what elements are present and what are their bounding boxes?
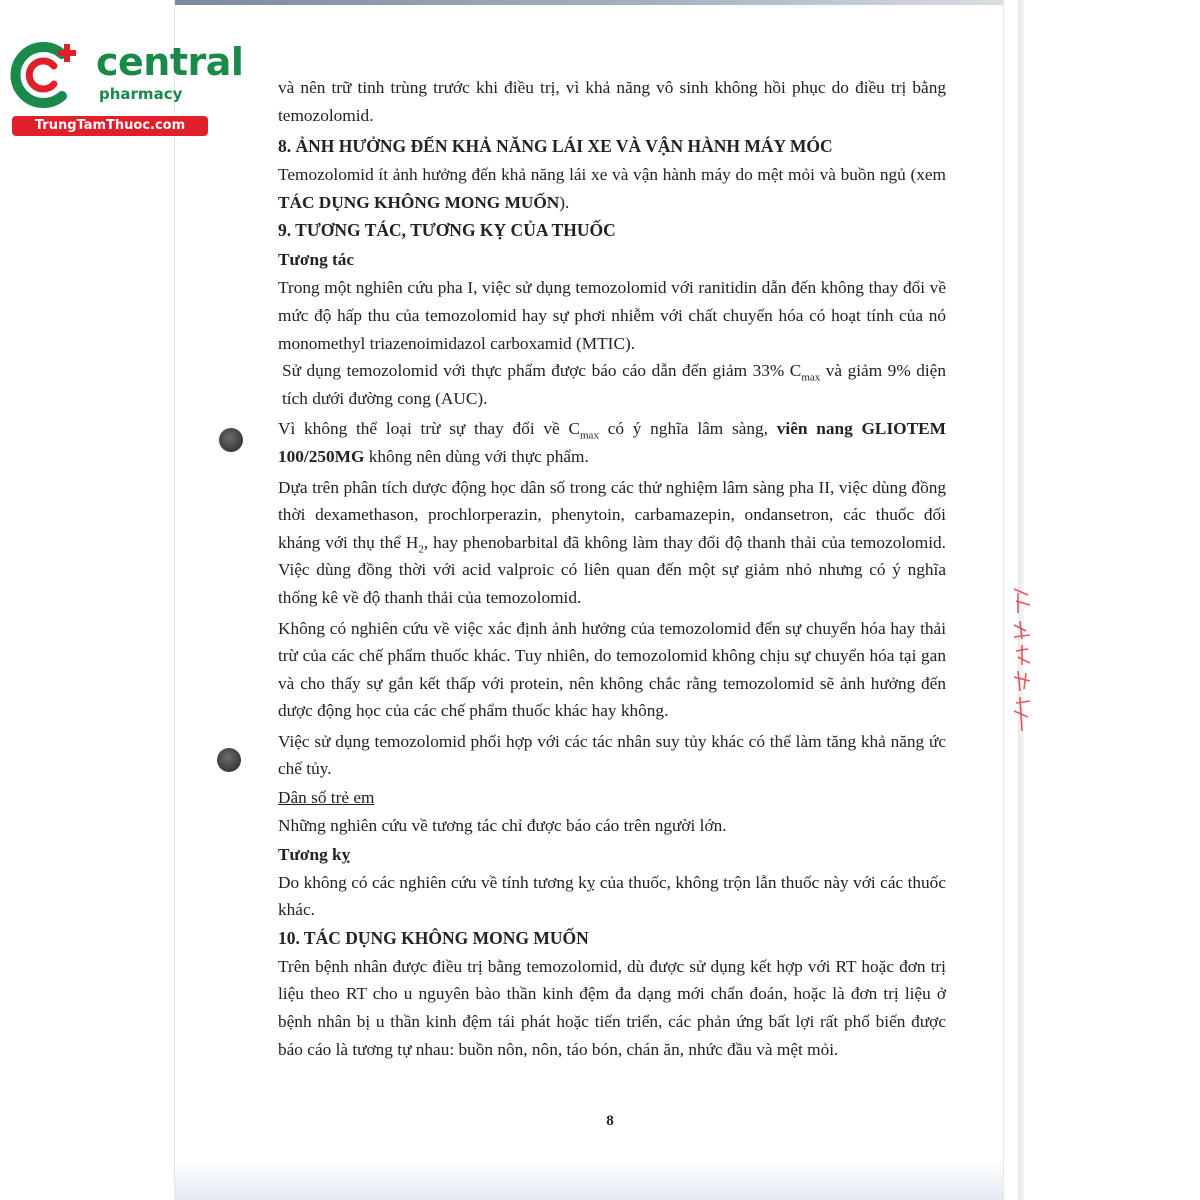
- interaction-paragraph-3: [278, 415, 946, 470]
- logo-name: central: [96, 40, 244, 84]
- document-body: [278, 74, 946, 1063]
- interaction-paragraph-6: Việc sử dụng temozolomid phối hợp với các tác nhân suy tủy khác có thể làm tăng khả năng ức chế tủy.: [278, 731, 946, 779]
- interaction-paragraph-1: Trong một nghiên cứu pha I, việc sử dụng temozolomid với ranitidin dẫn đến không thay đổi về mức độ hấp thu của temozolomid hay sự phơi nhiễm với chất chuyển hóa có hoạt tính của nó monomethyl triazenoimidazol carboxamid (MTIC).: [278, 278, 946, 353]
- page-number: 8: [606, 1113, 614, 1129]
- section-8-text-a: Temozolomid ít ảnh hưởng đến khả năng lái xe và vận hành máy do mệt mỏi và buồn ngủ (xem: [278, 165, 946, 185]
- p9-2-text-a: Sử dụng temozolomid với thực phẩm được báo cáo dẫn đến giảm 33% C: [282, 361, 802, 381]
- section-8-heading: 8. ẢNH HƯỞNG ĐẾN KHẢ NĂNG LÁI XE VÀ VẬN HÀNH MÁY MÓC: [278, 136, 833, 157]
- red-stamp-mark: [1008, 585, 1036, 735]
- pediatric-paragraph: Những nghiên cứu về tương tác chỉ được báo cáo trên người lớn.: [278, 816, 727, 836]
- section-8-reference: TÁC DỤNG KHÔNG MONG MUỐN: [278, 192, 560, 212]
- logo-mark-icon: [10, 40, 84, 110]
- page-bottom-shade: [175, 1160, 1003, 1200]
- section-10-heading: 10. TÁC DỤNG KHÔNG MONG MUỐN: [278, 927, 589, 948]
- interaction-paragraph-5: Không có nghiên cứu về việc xác định ảnh hưởng của temozolomid đến sự chuyển hóa hay thải trừ của các chế phẩm thuốc khác. Tuy nhiên, do temozolomid không chịu sự chuyển hóa tại gan và cho thấy sự gắn kết thấp với protein, nên không chắc rằng temozolomid sẽ ảnh hưởng đến dược động học của các chế phẩm thuốc khác hay không.: [278, 618, 946, 721]
- punch-hole: [219, 428, 243, 452]
- interaction-subheading: Tương tác: [278, 250, 355, 270]
- incompatibility-paragraph: Do không có các nghiên cứu về tính tương kỵ của thuốc, không trộn lẫn thuốc này với các thuốc khác.: [278, 872, 946, 920]
- p9-2-text-b: và giảm 9% diện tích dưới đường cong (AUC).: [282, 361, 946, 408]
- p9-3-text-c: không nên dùng với thực phẩm.: [364, 446, 589, 466]
- interaction-paragraph-4: [278, 474, 946, 612]
- page-top-edge: [175, 0, 1003, 5]
- p9-3-text-b: có ý nghĩa lâm sàng,: [598, 419, 777, 439]
- p9-3-text-a: Vì không thể loại trừ sự thay đổi về C: [278, 419, 580, 439]
- pediatric-subheading: Dân số trẻ em: [278, 788, 375, 808]
- section-9-heading: 9. TƯƠNG TÁC, TƯƠNG KỴ CỦA THUỐC: [278, 220, 616, 241]
- interaction-paragraph-2: [278, 357, 946, 412]
- product-name: viên nang GLIOTEM 100/250MG: [278, 419, 946, 466]
- section-10-paragraph: Trên bệnh nhân được điều trị bằng temozolomid, dù được sử dụng kết hợp với RT hoặc đơn trị liệu theo RT cho u nguyên bào thần kinh đệm đa dạng mới chẩn đoán, hoặc là đơn trị liệu ở bệnh nhân bị u thần kinh đệm tái phát hoặc tiến triển, các phản ứng bất lợi rất phổ biến được báo cáo là tương tự nhau: buồn nôn, nôn, táo bón, chán ăn, nhức đầu và mệt mỏi.: [278, 956, 946, 1059]
- section-8-text-b: ).: [559, 192, 570, 212]
- section-8-paragraph: [278, 161, 946, 216]
- logo-subtitle: pharmacy: [99, 85, 183, 103]
- cmax-subscript: max: [801, 371, 821, 384]
- cmax-subscript: max: [580, 429, 599, 442]
- central-pharmacy-logo: [10, 38, 244, 138]
- punch-hole: [217, 748, 241, 772]
- incompatibility-subheading: Tương kỵ: [278, 844, 351, 864]
- p9-4-text-b: , hay phenobarbital đã không làm thay đổi độ thanh thải của temozolomid. Việc dùng đồng thời với acid valproic có liên quan đến một sự giảm nhỏ nhưng có ý nghĩa thống kê về độ thanh thải của temozolomid.: [278, 532, 946, 607]
- logo-url: TrungTamThuoc.com: [12, 116, 208, 136]
- p9-4-text-a: Dựa trên phân tích dược động học dân số trong các thử nghiệm lâm sàng pha II, việc dùng đồng thời dexamethason, prochlorperazin, phenytoin, carbamazepin, ondansetron, các thuốc đối kháng với thụ thể H: [278, 477, 946, 552]
- intro-paragraph: và nên trữ tinh trùng trước khi điều trị, vì khả năng vô sinh không hồi phục do điều trị bằng temozolomid.: [278, 78, 946, 125]
- h2-subscript: 2: [418, 543, 424, 556]
